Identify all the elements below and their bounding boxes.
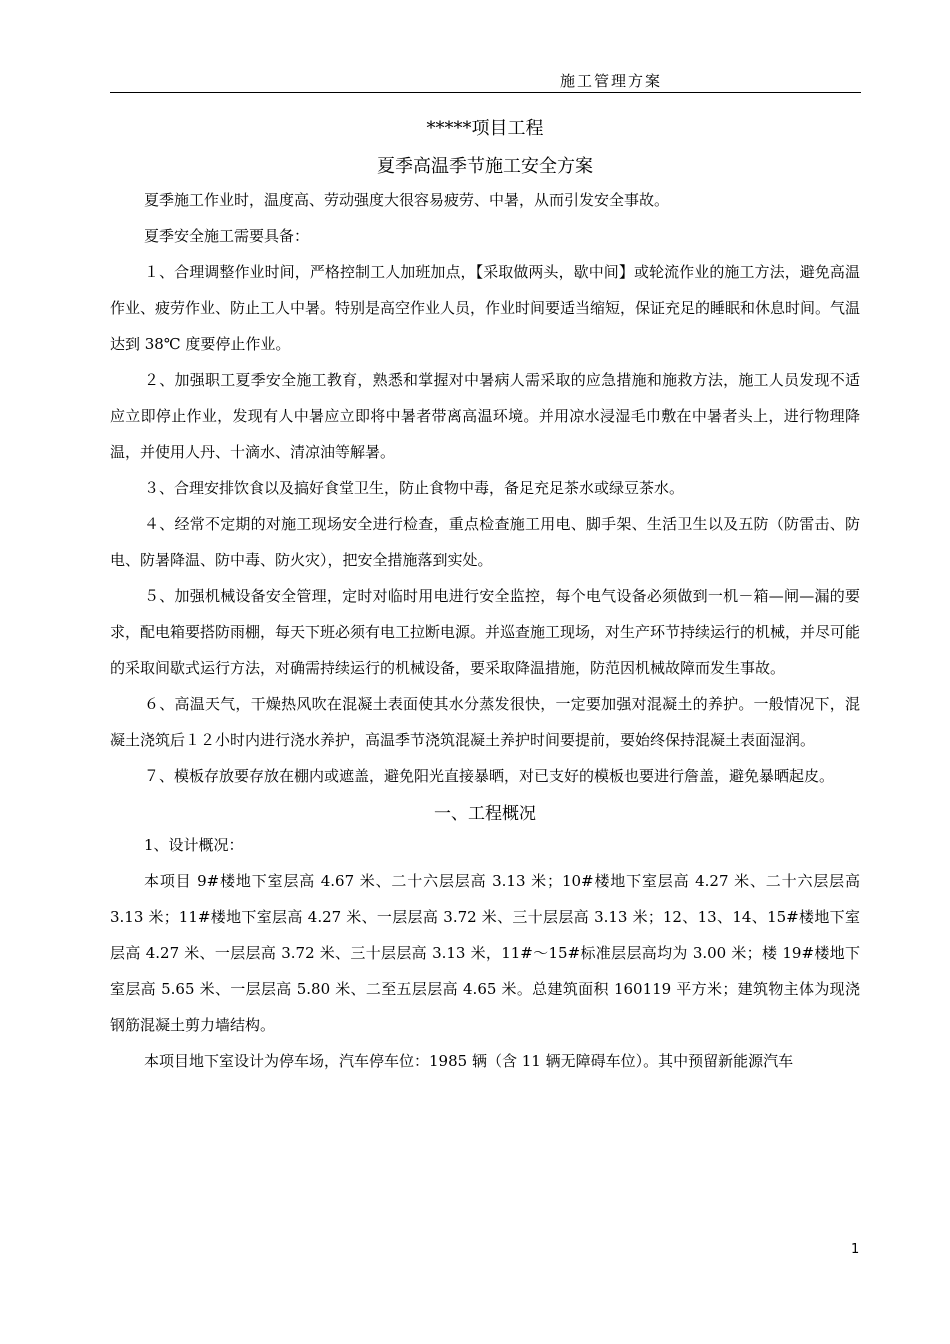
paragraph-requirements: 夏季安全施工需要具备：: [144, 227, 310, 245]
paragraph-floor-heights: 本项目 9#楼地下室层高 4.67 米、二十六层层高 3.13 米；10#楼地下室层高 4.27 米、二十六层层高 3.13 米；11#楼地下室层高 4.27 米、一层层高 3.72 米、三十层层高 3.13 米；12、13、14、15#楼地下室层高 4.27 米、一层层高 3.72 米、三十层层高 3.13 米，11#～15#标准层层高均为 3.00 米；楼 19#楼地下室层高 5.65 米、一层层高 5.80 米、二至五层层高 4.65 米。总建筑面积 160119 平方米；建筑物主体为现浇钢筋混凝土剪力墙结构。: [110, 872, 860, 1034]
paragraph-item-3: ３、合理安排饮食以及搞好食堂卫生，防止食物中毒，备足充足茶水或绿豆茶水。: [144, 479, 685, 497]
paragraph-parking: 本项目地下室设计为停车场，汽车停车位：1985 辆（含 11 辆无障碍车位）。其中预留新能源汽车: [144, 1052, 794, 1070]
paragraph-item-2: ２、加强职工夏季安全施工教育，熟悉和掌握对中暑病人需采取的应急措施和施救方法，施工人员发现不适应立即停止作业，发现有人中暑应立即将中暑者带离高温环境。并用凉水浸湿毛巾敷在中暑者头上，进行物理降温，并使用人丹、十滴水、清凉油等解暑。: [110, 371, 860, 461]
header-rule: [110, 92, 861, 93]
document-body: [110, 118, 860, 1079]
paragraph-item-5: ５、加强机械设备安全管理，定时对临时用电进行安全监控，每个电气设备必须做到一机－箱—闸—漏的要求，配电箱要搭防雨棚，每天下班必须有电工拉断电源。并巡查施工现场，对生产环节持续运行的机械，并尽可能的采取间歇式运行方法，对确需持续运行的机械设备，要采取降温措施，防范因机械故障而发生事故。: [110, 587, 861, 677]
paragraph-intro: 夏季施工作业时，温度高、劳动强度大很容易疲劳、中暑，从而引发安全事故。: [144, 191, 670, 209]
paragraph-item-4: ４、经常不定期的对施工现场安全进行检查，重点检查施工用电、脚手架、生活卫生以及五防（防雷击、防电、防暑降温、防中毒、防火灾），把安全措施落到实处。: [110, 515, 860, 569]
document-subtitle: 夏季高温季节施工安全方案: [377, 156, 593, 177]
paragraph-item-7: ７、模板存放要存放在棚内或遮盖，避免阳光直接暴晒，对已支好的模板也要进行詹盖，避免暴晒起皮。: [144, 767, 835, 785]
paragraph-item-6: ６、高温天气，干燥热风吹在混凝土表面使其水分蒸发很快，一定要加强对混凝土的养护。一般情况下，混凝土浇筑后１２小时内进行浇水养护，高温季节浇筑混凝土养护时间要提前，要始终保持混凝土表面湿润。: [110, 695, 860, 749]
paragraph-design-overview: 1、设计概况：: [144, 836, 244, 854]
section-heading: 一、工程概况: [434, 804, 536, 824]
running-header: 施工管理方案: [560, 72, 663, 90]
paragraph-item-1: １、合理调整作业时间，严格控制工人加班加点，【采取做两头，歇中间】或轮流作业的施工方法，避免高温作业、疲劳作业、防止工人中暑。特别是高空作业人员，作业时间要适当缩短，保证充足的睡眠和休息时间。气温达到 38℃ 度要停止作业。: [110, 263, 861, 353]
document-title: *****项目工程: [426, 118, 544, 139]
page-number: 1: [851, 1242, 860, 1257]
